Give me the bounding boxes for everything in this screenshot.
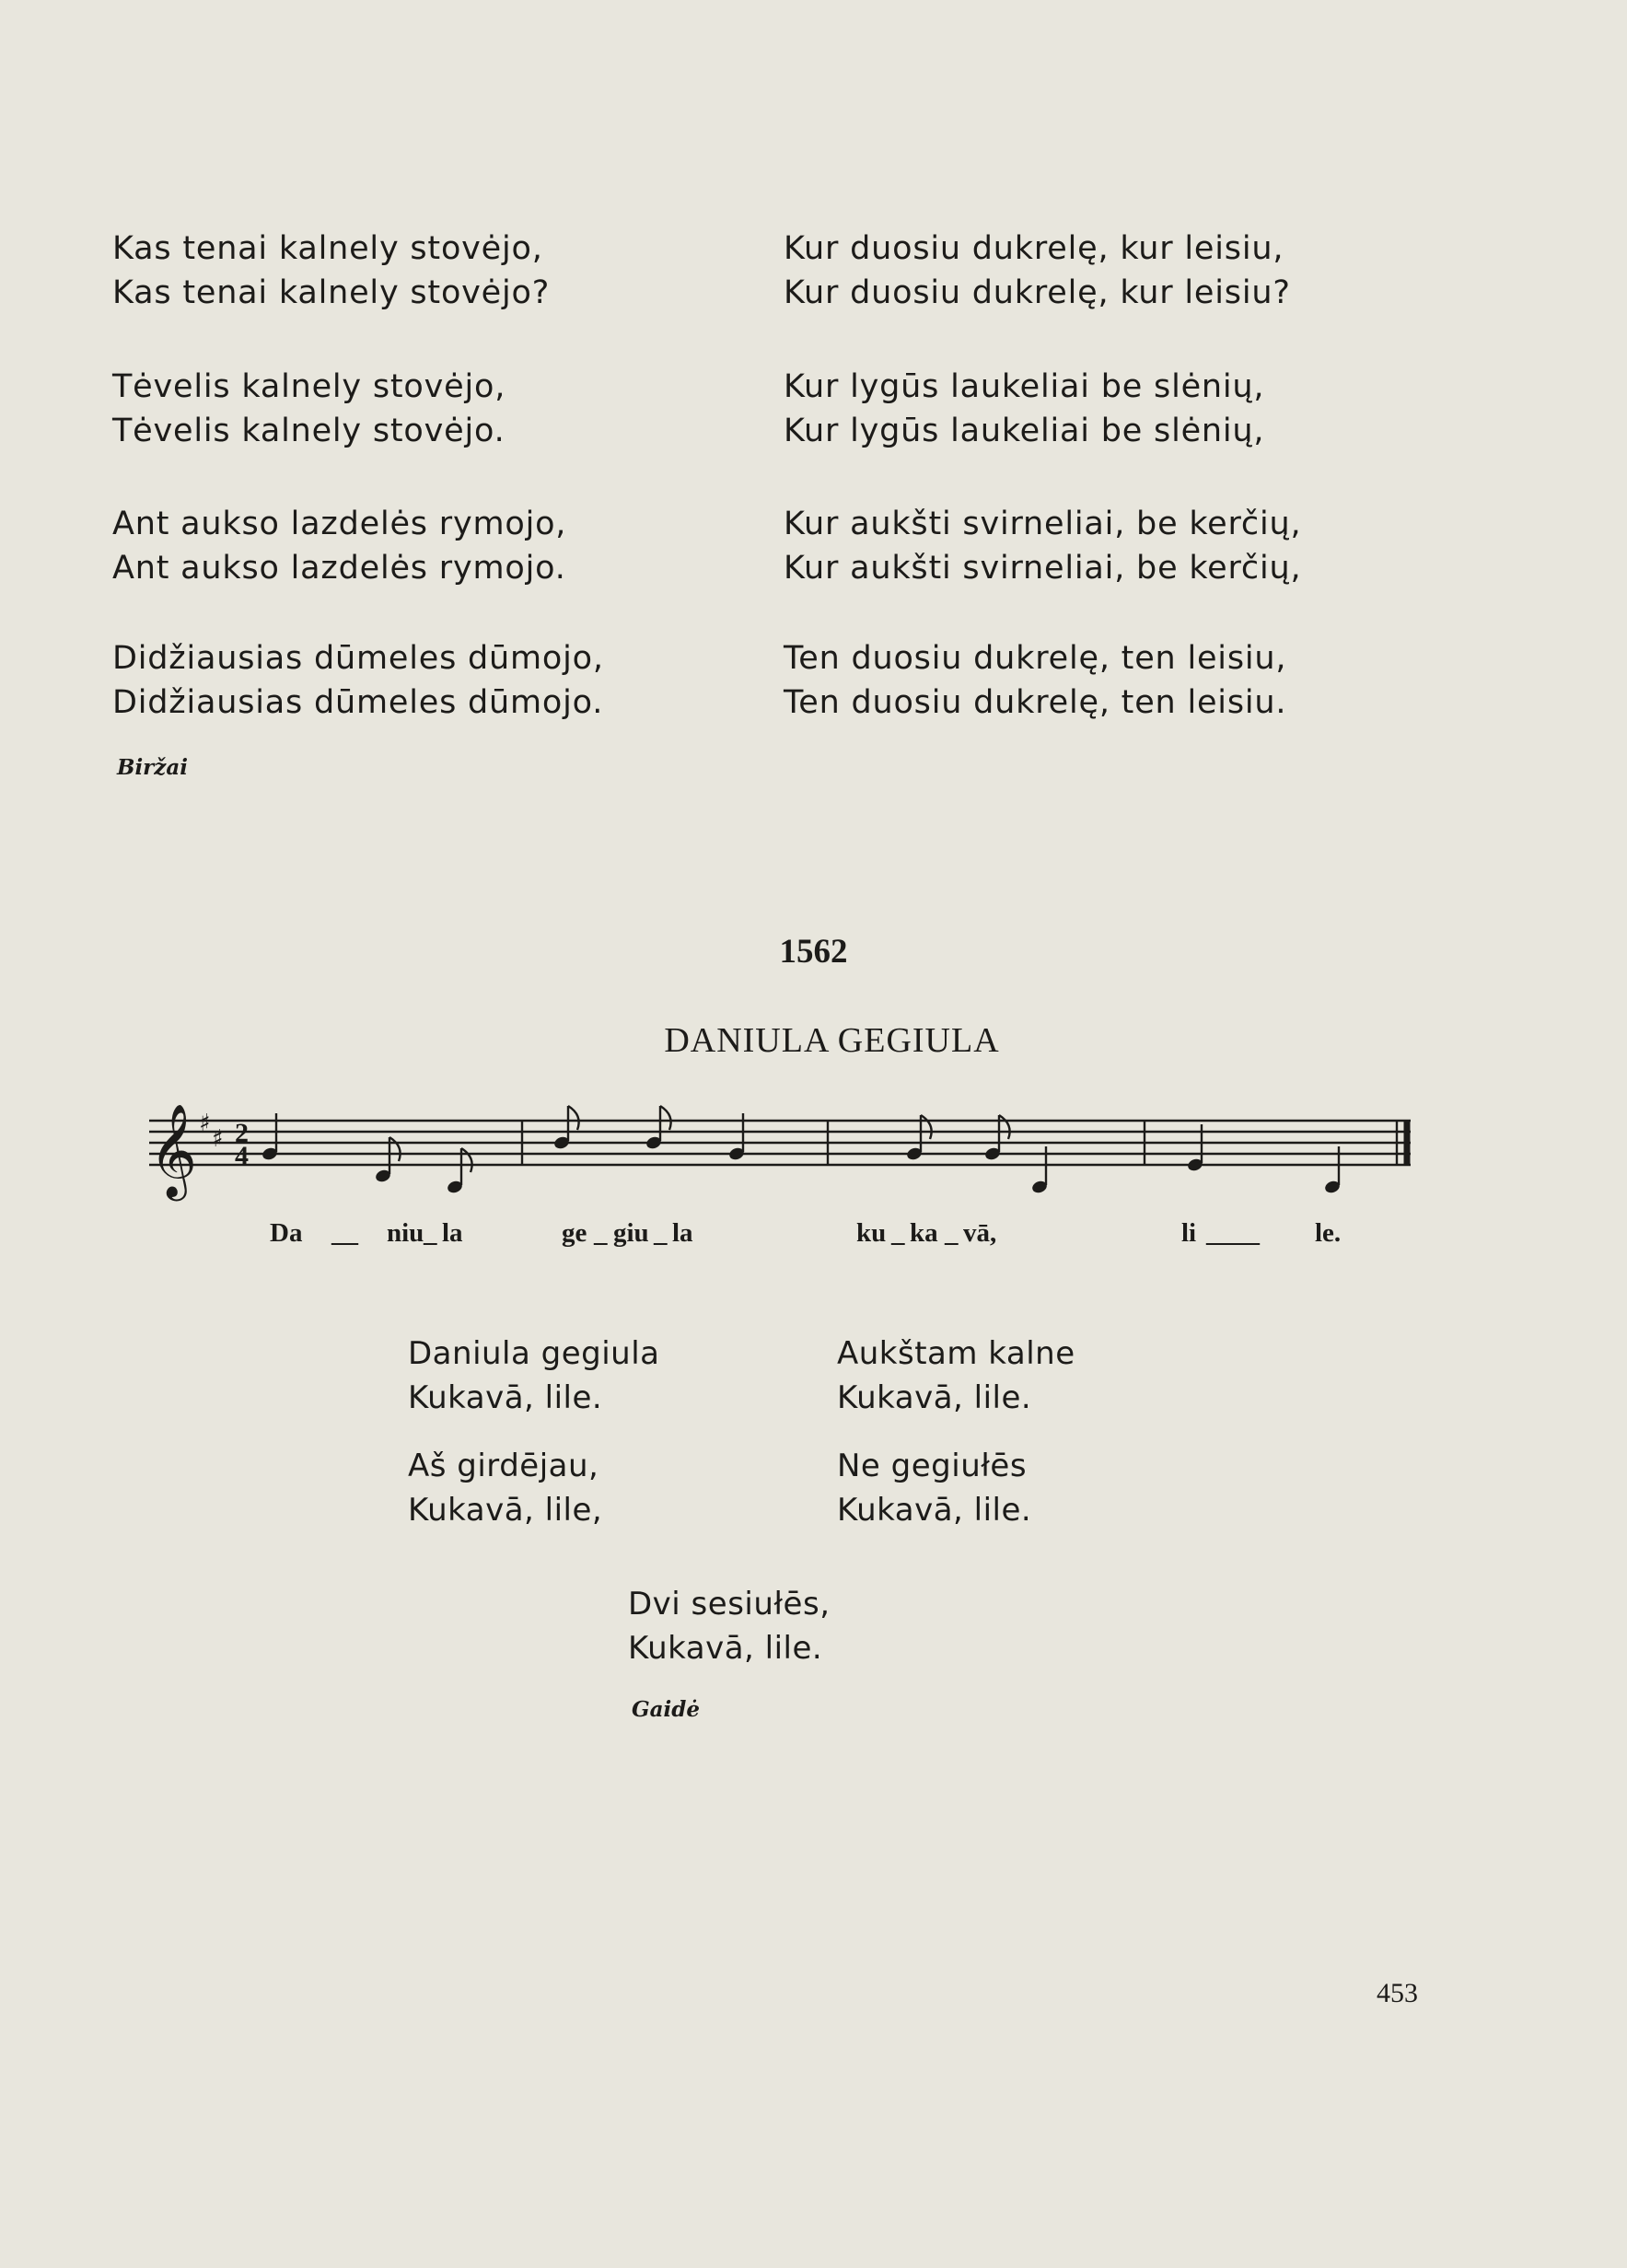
verse-line: Kur aukšti svirneliai, be kerčių, (784, 506, 1302, 542)
lyric-hyphen: ____ (1206, 1218, 1260, 1248)
verse-line: Kur aukšti svirneliai, be kerčių, (784, 550, 1302, 587)
lyric-hyphen: _ (424, 1218, 437, 1248)
song-title: DANIULA GEGIULA (664, 1021, 1000, 1060)
verse-line: Aš girdējau, (408, 1448, 599, 1484)
time-signature-numerator: 2 (235, 1118, 249, 1148)
verse-line: Kukavā, lile. (837, 1379, 1032, 1416)
lyric-syllable: giu (613, 1218, 649, 1248)
svg-text:♯: ♯ (199, 1110, 211, 1137)
music-staff (138, 1100, 1418, 1248)
stanza-right-1 (784, 227, 1291, 315)
stanza-right-3 (784, 502, 1301, 590)
time-signature (235, 1118, 249, 1171)
verse-left-1 (408, 1332, 660, 1420)
key-signature-icon (199, 1110, 224, 1153)
verse-line: Kur duosiu dukrelę, kur leisiu? (784, 274, 1291, 311)
treble-clef-icon (149, 1102, 197, 1202)
lyric-syllable: la (442, 1218, 463, 1248)
verse-line: Kukavā, lile. (837, 1492, 1032, 1529)
verse-line: Aukštam kalne (837, 1335, 1075, 1372)
verse-line: Ant aukso lazdelės rymojo. (112, 550, 566, 587)
verse-right-1 (837, 1332, 1075, 1420)
lyric-syllable: la (672, 1218, 693, 1248)
lyric-syllable: Da (270, 1218, 303, 1248)
time-signature-denominator: 4 (235, 1141, 249, 1171)
verse-right-2 (837, 1444, 1031, 1532)
lyric-syllable: ku (856, 1218, 887, 1248)
verse-line: Kas tenai kalnely stovėjo, (112, 230, 543, 267)
verse-line: Kukavā, lile. (628, 1630, 823, 1667)
verse-line: Tėvelis kalnely stovėjo. (112, 413, 506, 449)
verse-line: Ten duosiu dukrelę, ten leisiu. (784, 684, 1287, 721)
stanza-right-4 (784, 636, 1286, 725)
stanza-left-2 (112, 365, 506, 453)
verse-line: Daniula gegiula (408, 1335, 660, 1372)
stanza-left-4 (112, 636, 604, 725)
place-attribution: Gaidė (632, 1697, 700, 1722)
verse-line: Ant aukso lazdelės rymojo, (112, 506, 567, 542)
verse-line: Kur lygūs laukeliai be slėnių, (784, 368, 1265, 405)
place-attribution: Biržai (117, 755, 188, 780)
lyric-hyphen: _ (945, 1218, 959, 1248)
verse-line: Ten duosiu dukrelę, ten leisiu, (784, 640, 1287, 677)
lyric-syllable: vā, (963, 1218, 997, 1248)
verse-line: Ne gegiułēs (837, 1448, 1028, 1484)
lyric-syllable: niu (387, 1218, 424, 1248)
verse-left-2 (408, 1444, 602, 1532)
verse-line: Kas tenai kalnely stovėjo? (112, 274, 551, 311)
verse-center (628, 1582, 831, 1670)
page-number: 453 (1377, 1978, 1418, 2008)
lyric-hyphen: _ (654, 1218, 668, 1248)
notes (261, 1106, 1341, 1194)
lyric-syllable: li (1181, 1218, 1197, 1248)
lyric-hyphen: _ (594, 1218, 608, 1248)
verse-line: Kur lygūs laukeliai be slėnių, (784, 413, 1265, 449)
svg-text:♯: ♯ (212, 1125, 224, 1153)
svg-text:𝄞: 𝄞 (149, 1102, 198, 1197)
verse-line: Kukavā, lile. (408, 1379, 603, 1416)
verse-line: Kukavā, lile, (408, 1492, 603, 1529)
lyric-syllable: le. (1315, 1218, 1342, 1248)
verse-line: Tėvelis kalnely stovėjo, (112, 368, 506, 405)
verse-line: Kur duosiu dukrelę, kur leisiu, (784, 230, 1284, 267)
lyric-hyphen: _ (891, 1218, 905, 1248)
verse-line: Didžiausias dūmeles dūmojo. (112, 684, 604, 721)
verse-line: Didžiausias dūmeles dūmojo, (112, 640, 604, 677)
verse-line: Dvi sesiułēs, (628, 1586, 831, 1622)
lyric-syllable: ka (910, 1218, 938, 1248)
stanza-right-2 (784, 365, 1264, 453)
lyric-syllable: ge (562, 1218, 587, 1248)
stanza-left-3 (112, 502, 566, 590)
song-number: 1562 (779, 933, 848, 971)
stanza-left-1 (112, 227, 550, 315)
lyric-hyphen: __ (331, 1218, 358, 1248)
